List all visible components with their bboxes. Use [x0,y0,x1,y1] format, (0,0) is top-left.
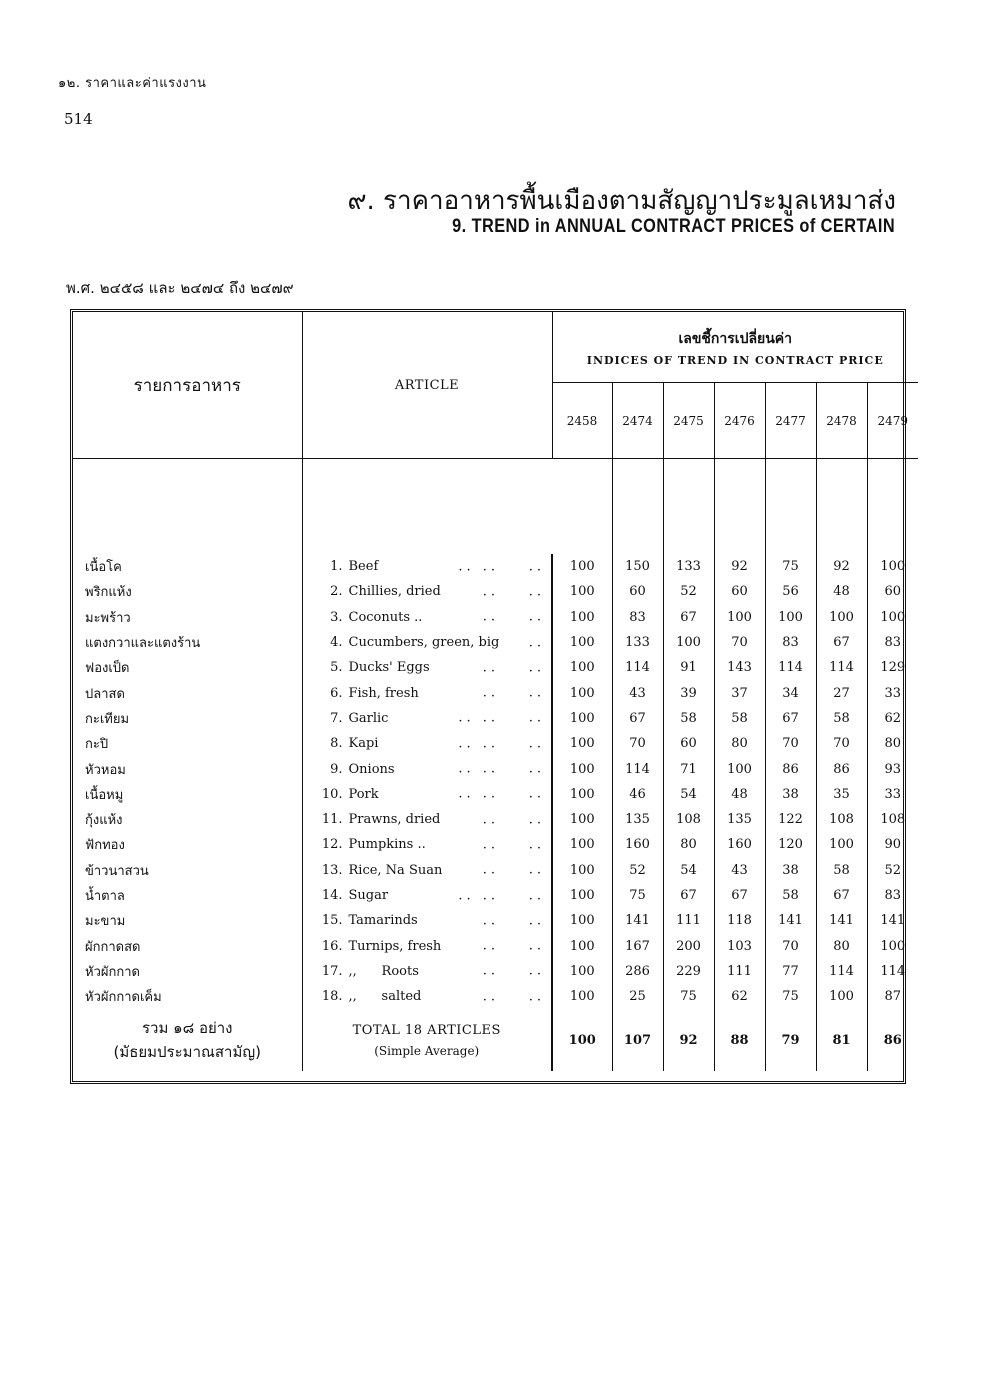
index-value: 38 [765,858,816,883]
index-value: 135 [714,807,765,832]
leader-dots: .. [528,837,545,853]
leader-dots: .. .. [458,736,499,752]
index-value: 200 [663,933,714,958]
price-index-table [70,309,909,1084]
index-value: 67 [816,630,867,655]
index-value: 43 [714,858,765,883]
table-row [73,680,918,705]
leader-dots: .. [528,609,545,625]
index-value: 100 [552,756,612,781]
total-value: 79 [765,1009,816,1071]
index-value: 60 [663,731,714,756]
index-value: 39 [663,680,714,705]
index-value: 83 [867,883,918,908]
index-value: 67 [765,706,816,731]
index-value: 103 [714,933,765,958]
article-name: Garlic [348,710,389,726]
article-thai: หัวผักกาดเค็ม [73,984,302,1009]
index-value: 160 [714,832,765,857]
total-en-line2: (Simple Average) [374,1043,480,1058]
article-thai: ฟักทอง [73,832,302,857]
article-number: 7. [330,710,343,726]
article-thai: ปลาสด [73,680,302,705]
index-value: 25 [612,984,663,1009]
index-value: 83 [765,630,816,655]
table-row [73,756,918,781]
table-body [73,459,918,1010]
index-value: 167 [612,933,663,958]
year-header: 2458 [552,383,612,459]
index-value: 141 [867,908,918,933]
table-row [73,731,918,756]
total-value: 81 [816,1009,867,1071]
article-thai: แตงกวาและแตงร้าน [73,630,302,655]
article-thai: เนื้อโค [73,554,302,579]
table-row [73,807,918,832]
article-name: Pumpkins .. [348,837,426,853]
total-value: 88 [714,1009,765,1071]
total-label-english [302,1009,552,1071]
index-value: 27 [816,680,867,705]
leader-dots: .. [482,862,499,878]
index-value: 100 [552,579,612,604]
index-value: 83 [612,605,663,630]
article-name: Pork [348,786,379,802]
article-name: Kapi [348,736,379,752]
index-value: 46 [612,782,663,807]
leader-dots: .. [528,761,545,777]
table-row [73,883,918,908]
index-value: 58 [765,883,816,908]
article-name: Rice, Na Suan [348,862,443,878]
index-value: 100 [552,655,612,680]
article-name: Onions [348,761,395,777]
index-value: 141 [765,908,816,933]
leader-dots: .. [528,660,545,676]
index-value: 75 [765,984,816,1009]
index-value: 48 [816,579,867,604]
article-cell [302,680,552,705]
article-cell [302,807,552,832]
leader-dots: .. [528,888,545,903]
leader-dots: .. [482,584,499,600]
leader-dots: .. [528,862,545,878]
index-value: 100 [867,605,918,630]
article-thai: มะพร้าว [73,605,302,630]
index-value: 100 [816,832,867,857]
article-cell [302,554,552,579]
article-number: 18. [321,989,343,1005]
total-value: 107 [612,1009,663,1071]
index-value: 100 [816,605,867,630]
leader-dots: .. .. [458,559,499,575]
index-value: 111 [663,908,714,933]
index-value: 100 [552,908,612,933]
index-value: 60 [612,579,663,604]
index-value: 100 [714,605,765,630]
total-label-thai [73,1009,302,1071]
index-value: 70 [714,630,765,655]
leader-dots: .. [528,812,545,828]
group-header-thai: เลขชี้การเปลี่ยนค่า [678,330,793,347]
year-header: 2478 [816,383,867,459]
leader-dots: .. [482,660,499,676]
leader-dots: .. [528,685,545,701]
index-value: 52 [867,858,918,883]
index-value: 60 [714,579,765,604]
index-value: 62 [867,706,918,731]
article-thai: กะเทียม [73,706,302,731]
index-value: 60 [867,579,918,604]
index-value: 108 [867,807,918,832]
article-thai: ข้าวนาสวน [73,858,302,883]
index-value: 67 [612,706,663,731]
year-header: 2476 [714,383,765,459]
table-row [73,984,918,1009]
leader-dots: .. [528,559,545,575]
article-cell [302,605,552,630]
index-value: 100 [714,756,765,781]
article-name: Ducks' Eggs [348,660,430,676]
index-value: 54 [663,858,714,883]
table-row [73,706,918,731]
article-thai: มะขาม [73,908,302,933]
index-value: 100 [552,680,612,705]
article-name: ,, salted [348,989,422,1005]
article-cell [302,908,552,933]
total-thai-line2: (มัธยมประมาณสามัญ) [113,1043,262,1062]
table-row [73,959,918,984]
index-value: 80 [867,731,918,756]
index-value: 141 [816,908,867,933]
article-cell [302,858,552,883]
article-number: 14. [321,888,343,903]
index-value: 33 [867,782,918,807]
article-name: Sugar [348,888,389,903]
leader-dots: .. [482,685,499,701]
index-value: 100 [765,605,816,630]
index-value: 100 [816,984,867,1009]
index-value: 71 [663,756,714,781]
index-value: 34 [765,680,816,705]
leader-dots: .. [528,963,545,979]
index-value: 80 [714,731,765,756]
page-number: 514 [64,110,93,128]
index-value: 100 [552,933,612,958]
article-cell [302,731,552,756]
index-value: 100 [552,554,612,579]
index-value: 114 [612,756,663,781]
total-en-line1: TOTAL 18 ARTICLES [352,1022,501,1038]
index-value: 100 [867,554,918,579]
article-name: Fish, fresh [348,685,419,701]
table-row [73,782,918,807]
leader-dots: .. [528,989,545,1005]
table-row [73,933,918,958]
article-cell [302,959,552,984]
table-row [73,832,918,857]
index-value: 70 [765,933,816,958]
article-cell [302,706,552,731]
article-cell [302,756,552,781]
article-number: 2. [330,584,343,600]
leader-dots: .. [482,609,499,625]
index-value: 100 [552,883,612,908]
leader-dots: .. .. [458,786,499,802]
index-value: 100 [552,630,612,655]
index-value: 100 [552,807,612,832]
table-row [73,605,918,630]
year-header: 2477 [765,383,816,459]
article-name: Cucumbers, green, big [348,635,500,651]
index-value: 108 [816,807,867,832]
total-value: 92 [663,1009,714,1071]
index-value: 150 [612,554,663,579]
index-value: 70 [765,731,816,756]
article-number: 1. [330,559,343,575]
leader-dots: .. [482,963,499,979]
index-value: 86 [816,756,867,781]
total-value: 100 [552,1009,612,1071]
index-value: 100 [867,933,918,958]
index-value: 67 [714,883,765,908]
index-value: 52 [663,579,714,604]
index-value: 100 [663,630,714,655]
index-value: 37 [714,680,765,705]
article-thai: หัวหอม [73,756,302,781]
leader-dots: .. [528,635,545,651]
leader-dots: .. [528,786,545,802]
article-name: ,, Roots [348,963,419,979]
index-value: 114 [612,655,663,680]
index-value: 129 [867,655,918,680]
index-value: 114 [765,655,816,680]
index-value: 100 [552,959,612,984]
index-value: 83 [867,630,918,655]
article-number: 15. [321,913,343,929]
article-number: 5. [330,660,343,676]
article-number: 6. [330,685,343,701]
running-head: ๑๒. ราคาและค่าแรงงาน [58,76,207,91]
index-value: 92 [714,554,765,579]
article-number: 16. [321,938,343,954]
group-header-english: INDICES OF TREND IN CONTRACT PRICE [586,353,884,367]
leader-dots: .. [528,710,545,726]
table-row [73,655,918,680]
article-thai: กุ้งแห้ง [73,807,302,832]
index-value: 52 [612,858,663,883]
index-value: 70 [612,731,663,756]
article-cell [302,984,552,1009]
index-value: 43 [612,680,663,705]
index-value: 75 [663,984,714,1009]
index-value: 92 [816,554,867,579]
index-value: 229 [663,959,714,984]
index-value: 100 [552,858,612,883]
article-cell [302,933,552,958]
article-name: Beef [348,559,379,575]
index-value: 77 [765,959,816,984]
article-thai: ผักกาดสด [73,933,302,958]
article-number: 10. [321,786,343,802]
index-value: 114 [867,959,918,984]
year-header: 2475 [663,383,714,459]
table-title-english: 9. TREND in ANNUAL CONTRACT PRICES of CERTAIN [452,216,895,237]
article-thai: กะปิ [73,731,302,756]
total-row [73,1009,918,1071]
article-cell [302,832,552,857]
index-value: 86 [765,756,816,781]
index-value: 118 [714,908,765,933]
index-value: 141 [612,908,663,933]
article-number: 11. [321,812,343,828]
article-cell [302,883,552,908]
index-value: 100 [552,832,612,857]
period-label: พ.ศ. ๒๔๕๘ และ ๒๔๗๔ ถึง ๒๔๗๙ [66,279,294,297]
article-number: 9. [330,761,343,777]
table-row [73,630,918,655]
index-value: 58 [663,706,714,731]
year-header: 2474 [612,383,663,459]
index-value: 67 [663,883,714,908]
article-name: Coconuts .. [348,609,423,625]
index-value: 133 [663,554,714,579]
index-value: 286 [612,959,663,984]
index-value: 100 [552,706,612,731]
index-value: 143 [714,655,765,680]
index-value: 70 [816,731,867,756]
article-name: Prawns, dried [348,812,441,828]
index-value: 75 [765,554,816,579]
index-value: 100 [552,984,612,1009]
index-value: 58 [816,858,867,883]
index-value: 56 [765,579,816,604]
index-value: 58 [714,706,765,731]
article-thai: ฟองเป็ด [73,655,302,680]
table-row [73,554,918,579]
index-value: 114 [816,655,867,680]
year-header: 2479 [867,383,918,459]
article-number: 4. [330,635,343,651]
article-number: 3. [330,609,343,625]
index-value: 122 [765,807,816,832]
index-value: 80 [663,832,714,857]
leader-dots: .. [528,584,545,600]
index-value: 91 [663,655,714,680]
index-value: 100 [552,782,612,807]
column-group-header [552,312,918,383]
leader-dots: .. [482,989,499,1005]
index-value: 160 [612,832,663,857]
index-value: 93 [867,756,918,781]
index-value: 35 [816,782,867,807]
leader-dots: .. [482,913,499,929]
article-name: Chillies, dried [348,584,441,600]
article-cell [302,579,552,604]
index-value: 90 [867,832,918,857]
article-number: 17. [321,963,343,979]
total-value: 86 [867,1009,918,1071]
leader-dots: .. [482,812,499,828]
column-header-article: ARTICLE [302,312,552,459]
leader-dots: .. [528,913,545,929]
index-value: 67 [816,883,867,908]
column-header-thai-article: รายการอาหาร [73,312,302,459]
total-thai-line1: รวม ๑๘ อย่าง [141,1019,233,1038]
leader-dots: .. .. [458,761,499,777]
table-title-thai: ๙. ราคาอาหารพื้นเมืองตามสัญญาประมูลเหมาส่ง [347,186,896,216]
article-number: 13. [321,862,343,878]
index-value: 75 [612,883,663,908]
index-value: 80 [816,933,867,958]
leader-dots: .. .. [458,710,499,726]
article-cell [302,630,552,655]
article-cell [302,655,552,680]
leader-dots: .. [528,938,545,954]
article-thai: เนื้อหมู [73,782,302,807]
index-value: 38 [765,782,816,807]
leader-dots: .. [528,736,545,752]
index-value: 58 [816,706,867,731]
article-thai: พริกแห้ง [73,579,302,604]
index-value: 67 [663,605,714,630]
table-row [73,858,918,883]
article-number: 8. [330,736,343,752]
index-value: 48 [714,782,765,807]
index-value: 62 [714,984,765,1009]
spacer-row [73,459,918,555]
article-number: 12. [321,837,343,853]
leader-dots: .. [482,938,499,954]
index-value: 114 [816,959,867,984]
index-value: 33 [867,680,918,705]
index-value: 87 [867,984,918,1009]
index-value: 111 [714,959,765,984]
article-name: Tamarinds [348,913,418,929]
index-value: 133 [612,630,663,655]
index-value: 120 [765,832,816,857]
table-row [73,908,918,933]
index-value: 54 [663,782,714,807]
article-name: Turnips, fresh [348,938,442,954]
index-value: 100 [552,731,612,756]
article-thai: น้ำตาล [73,883,302,908]
leader-dots: .. [482,837,499,853]
index-value: 100 [552,605,612,630]
article-thai: หัวผักกาด [73,959,302,984]
index-value: 135 [612,807,663,832]
table-row [73,579,918,604]
index-value: 108 [663,807,714,832]
article-cell [302,782,552,807]
leader-dots: .. .. [458,888,499,903]
